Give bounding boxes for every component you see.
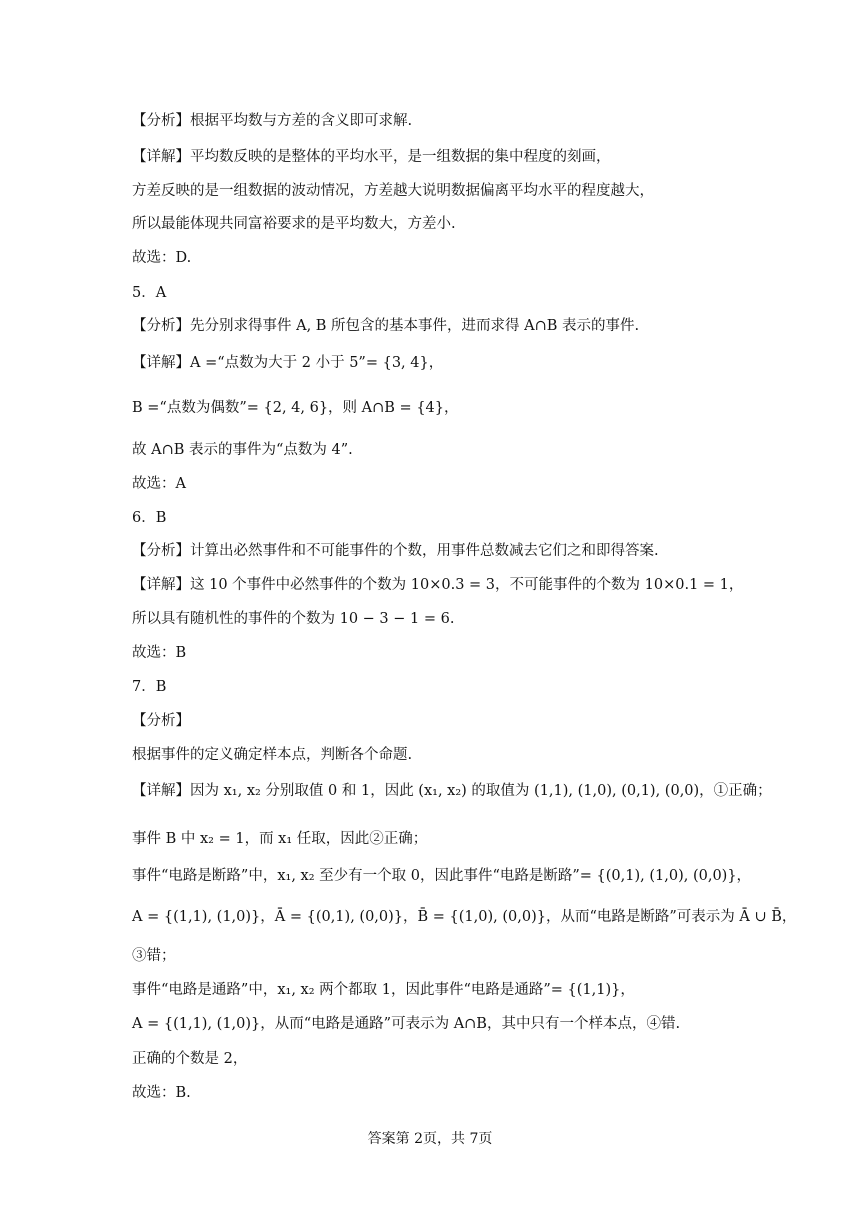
text-line: 【详解】A =“点数为大于 2 小于 5”= {3, 4}， [132, 355, 444, 371]
text-line: 6．B [132, 510, 167, 526]
page-footer: 答案第 2页，共 7页 [367, 1131, 493, 1147]
text-line: 【分析】根据平均数与方差的含义即可求解. [132, 113, 413, 129]
text-line: 事件“电路是通路”中，x₁, x₂ 两个都取 1，因此事件“电路是通路”= {(1,1)}， [132, 982, 635, 998]
text-line: 故选：B. [132, 1085, 191, 1101]
text-line: 7．B [132, 679, 167, 695]
text-line: 正确的个数是 2， [132, 1051, 248, 1067]
text-line: ③错； [132, 948, 176, 964]
text-line: 【详解】这 10 个事件中必然事件的个数为 10×0.3 = 3，不可能事件的个数为 10×0.1 = 1， [132, 577, 744, 593]
text-line: 事件 B 中 x₂ = 1，而 x₁ 任取，因此②正确； [132, 831, 428, 847]
text-line: 【分析】 [132, 713, 190, 729]
text-line: 【详解】因为 x₁, x₂ 分别取值 0 和 1，因此 (x₁, x₂) 的取值为 (1,1), (1,0), (0,1), (0,0)，①正确； [132, 783, 772, 799]
text-line: 故 A∩B 表示的事件为“点数为 4”. [132, 442, 353, 458]
text-line: B =“点数为偶数”= {2, 4, 6}，则 A∩B = {4}， [132, 400, 459, 416]
text-line: 故选：D. [132, 250, 192, 266]
text-line: 【详解】平均数反映的是整体的平均水平，是一组数据的集中程度的刻画， [132, 149, 611, 165]
text-line: A = {(1,1), (1,0)}，Ā = {(0,1), (0,0)}，B̄ = {(1,0), (0,0)}，从而“电路是断路”可表示为 Ā ∪ B̄， [132, 909, 797, 925]
text-line: 所以具有随机性的事件的个数为 10 − 3 − 1 = 6. [132, 611, 455, 627]
text-line: 所以最能体现共同富裕要求的是平均数大，方差小. [132, 216, 456, 232]
text-line: 事件“电路是断路”中，x₁, x₂ 至少有一个取 0，因此事件“电路是断路”= {(0,1), (1,0), (0,0)}， [132, 868, 752, 884]
text-line: A = {(1,1), (1,0)}，从而“电路是通路”可表示为 A∩B，其中只有一个样本点，④错. [132, 1016, 681, 1032]
text-line: 方差反映的是一组数据的波动情况，方差越大说明数据偏离平均水平的程度越大， [132, 183, 654, 199]
text-line: 根据事件的定义确定样本点，判断各个命题. [132, 747, 413, 763]
text-line: 故选：A [132, 476, 186, 492]
text-line: 【分析】计算出必然事件和不可能事件的个数，用事件总数减去它们之和即得答案. [132, 543, 659, 559]
text-line: 5．A [132, 285, 167, 301]
text-line: 故选：B [132, 645, 187, 661]
text-line: 【分析】先分别求得事件 A, B 所包含的基本事件，进而求得 A∩B 表示的事件. [132, 318, 640, 334]
